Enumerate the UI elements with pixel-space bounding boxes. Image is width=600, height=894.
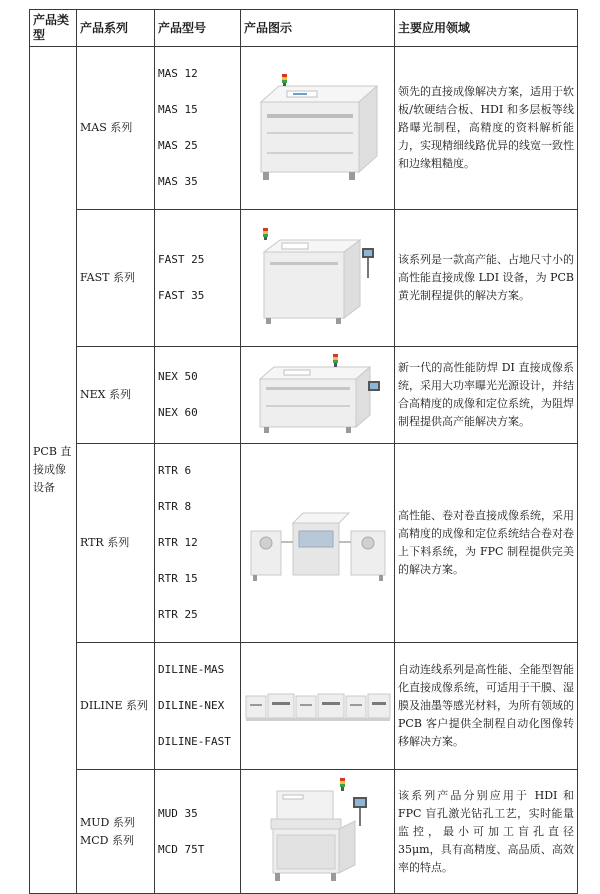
model-item: FAST 25 (158, 253, 205, 266)
table-row (30, 643, 578, 770)
model-item: RTR 15 (158, 572, 198, 585)
header-image: 产品图示 (241, 10, 395, 47)
roll-to-roll-machine-icon (247, 501, 389, 585)
model-item: RTR 8 (158, 500, 192, 513)
series-cell: MAS 系列 (77, 47, 155, 210)
series-cell: FAST 系列 (77, 210, 155, 347)
model-item: MCD 75T (158, 842, 205, 856)
table-row (30, 444, 578, 643)
series-cell: RTR 系列 (77, 444, 155, 643)
model-item: NEX 60 (158, 406, 198, 419)
models-cell (155, 770, 241, 894)
model-item: MAS 35 (158, 175, 198, 188)
application-cell: 该系列产品分别应用于 HDI 和 FPC 盲孔激光钻孔工艺，实时能量监控，最小可加工盲孔直径 35μm，具有高精度、高品质、高效率的特点。 (395, 770, 578, 894)
application-cell: 新一代的高性能防焊 DI 直接成像系统，采用大功率曝光光源设计，并结合高精度的成像和定位系统，为阻焊制程提供高产能解决方案。 (395, 347, 578, 444)
application-cell: 领先的直接成像解决方案，适用于软板/软硬结合板、HDI 和多层板等线路曝光制程，高精度的资料解析能力，实现精细线路优异的线宽一致性和边缘粗糙度。 (395, 47, 578, 210)
models-cell (155, 444, 241, 643)
models-cell (155, 643, 241, 770)
compact-di-machine-icon (258, 228, 378, 328)
table-row (30, 47, 578, 210)
series-cell (77, 770, 155, 894)
application-cell: 高性能、卷对卷直接成像系统，采用高精度的成像和定位系统结合卷对卷上下料系统，为 FPC 制程提供完美的解决方案。 (395, 444, 578, 643)
model-item: RTR 25 (158, 608, 198, 621)
image-cell (241, 210, 395, 347)
table-row (30, 347, 578, 444)
image-cell (241, 770, 395, 894)
series-cell: NEX 系列 (77, 347, 155, 444)
image-cell (241, 643, 395, 770)
image-cell (241, 347, 395, 444)
model-item: DILINE-MAS (158, 663, 225, 676)
image-cell (241, 47, 395, 210)
application-cell: 自动连线系列是高性能、全能型智能化直接成像系统，可适用于干膜、湿膜及油墨等感光材料，为所有领域的 PCB 客户提供全制程自动化图像转移解决方案。 (395, 643, 578, 770)
production-line-icon (244, 686, 392, 726)
model-item: MAS 25 (158, 139, 198, 152)
category-cell: PCB 直接成像设备 (30, 47, 77, 894)
product-table (29, 9, 578, 894)
models-cell (155, 210, 241, 347)
model-item: MAS 15 (158, 103, 198, 116)
header-row (30, 10, 578, 47)
model-item: DILINE-FAST (158, 735, 231, 748)
models-cell (155, 47, 241, 210)
model-item: RTR 12 (158, 536, 198, 549)
model-item: FAST 35 (158, 289, 205, 302)
image-cell (241, 444, 395, 643)
model-item: RTR 6 (158, 464, 192, 477)
model-item: MUD 35 (158, 806, 198, 820)
model-item: NEX 50 (158, 370, 198, 383)
header-models: 产品型号 (155, 10, 241, 47)
table-row (30, 770, 578, 894)
models-cell (155, 347, 241, 444)
application-cell: 该系列是一款高产能、占地尺寸小的高性能直接成像 LDI 设备，为 PCB 黄光制程提供的解决方案。 (395, 210, 578, 347)
model-item: MAS 12 (158, 67, 198, 80)
large-di-machine-icon (253, 72, 383, 184)
series-cell: DILINE 系列 (77, 643, 155, 770)
header-category: 产品类型 (30, 10, 77, 47)
model-item: DILINE-NEX (158, 699, 225, 712)
solder-mask-di-machine-icon (254, 353, 382, 437)
laser-drill-machine-icon (263, 777, 373, 887)
table-row (30, 210, 578, 347)
header-series: 产品系列 (77, 10, 155, 47)
header-application: 主要应用领域 (395, 10, 578, 47)
series-line: MUD 系列 MCD 系列 (80, 815, 135, 847)
